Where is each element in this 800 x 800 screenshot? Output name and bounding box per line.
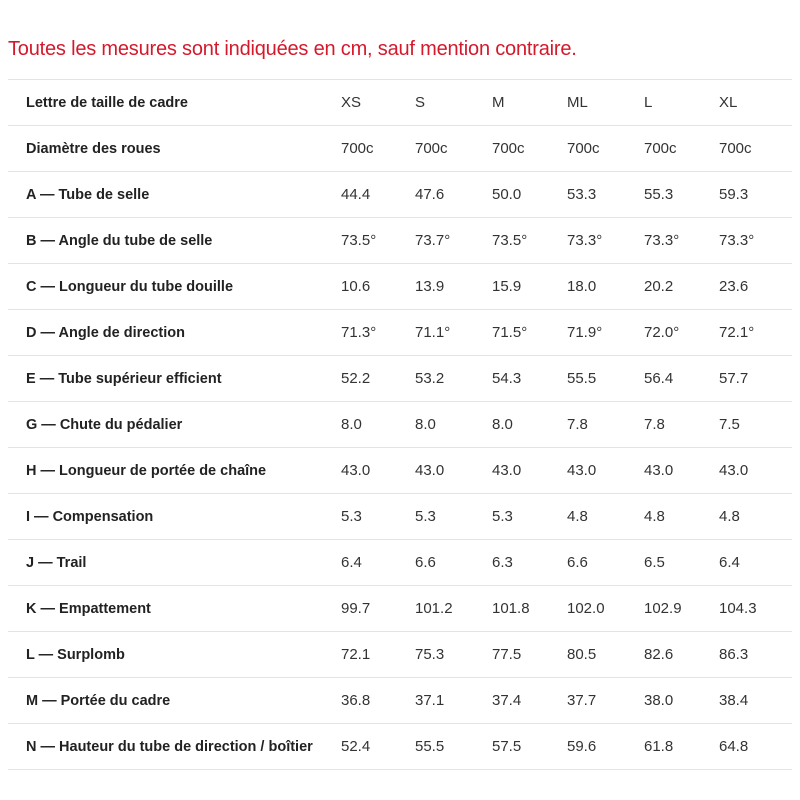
table-cell: 37.1 xyxy=(415,678,492,724)
table-row xyxy=(8,310,792,356)
row-label: C — Longueur du tube douille xyxy=(8,264,341,310)
table-cell: 37.7 xyxy=(567,678,644,724)
table-cell: 6.5 xyxy=(644,540,719,586)
table-cell: 56.4 xyxy=(644,356,719,402)
table-cell: 82.6 xyxy=(644,632,719,678)
table-row xyxy=(8,494,792,540)
table-cell: 53.3 xyxy=(567,172,644,218)
table-cell: 43.0 xyxy=(415,448,492,494)
table-cell: 53.2 xyxy=(415,356,492,402)
row-label: G — Chute du pédalier xyxy=(8,402,341,448)
row-label: Lettre de taille de cadre xyxy=(8,80,341,126)
table-cell: 8.0 xyxy=(415,402,492,448)
table-cell: 7.8 xyxy=(567,402,644,448)
table-row xyxy=(8,218,792,264)
table-cell: 61.8 xyxy=(644,724,719,770)
table-row xyxy=(8,356,792,402)
table-cell: 43.0 xyxy=(492,448,567,494)
table-row xyxy=(8,724,792,770)
table-cell: 73.3° xyxy=(567,218,644,264)
table-cell: 5.3 xyxy=(415,494,492,540)
table-cell: 73.3° xyxy=(644,218,719,264)
table-cell: 50.0 xyxy=(492,172,567,218)
table-cell: ML xyxy=(567,80,644,126)
table-cell: 6.3 xyxy=(492,540,567,586)
table-cell: 700c xyxy=(341,126,415,172)
table-cell: 71.3° xyxy=(341,310,415,356)
table-cell: 44.4 xyxy=(341,172,415,218)
table-cell: 73.5° xyxy=(492,218,567,264)
row-label: J — Trail xyxy=(8,540,341,586)
row-label: H — Longueur de portée de chaîne xyxy=(8,448,341,494)
table-cell: S xyxy=(415,80,492,126)
row-label: B — Angle du tube de selle xyxy=(8,218,341,264)
table-cell: 13.9 xyxy=(415,264,492,310)
row-label: D — Angle de direction xyxy=(8,310,341,356)
table-cell: 104.3 xyxy=(719,586,792,632)
table-cell: 8.0 xyxy=(492,402,567,448)
table-cell: 52.4 xyxy=(341,724,415,770)
table-cell: 72.1° xyxy=(719,310,792,356)
geometry-table xyxy=(8,79,792,770)
table-row xyxy=(8,586,792,632)
table-cell: 4.8 xyxy=(719,494,792,540)
table-cell: 86.3 xyxy=(719,632,792,678)
table-cell: 57.5 xyxy=(492,724,567,770)
table-cell: 5.3 xyxy=(341,494,415,540)
table-row xyxy=(8,540,792,586)
table-cell: 72.0° xyxy=(644,310,719,356)
table-row xyxy=(8,264,792,310)
table-row xyxy=(8,126,792,172)
table-row xyxy=(8,632,792,678)
table-cell: 38.4 xyxy=(719,678,792,724)
table-cell: 71.9° xyxy=(567,310,644,356)
row-label: K — Empattement xyxy=(8,586,341,632)
table-cell: 72.1 xyxy=(341,632,415,678)
table-cell: 7.8 xyxy=(644,402,719,448)
table-cell: 700c xyxy=(567,126,644,172)
table-cell: 71.1° xyxy=(415,310,492,356)
table-cell: 15.9 xyxy=(492,264,567,310)
units-notice: Toutes les mesures sont indiquées en cm, sauf mention contraire. xyxy=(8,38,577,60)
table-cell: 700c xyxy=(719,126,792,172)
table-cell: 54.3 xyxy=(492,356,567,402)
table-cell: 37.4 xyxy=(492,678,567,724)
table-row xyxy=(8,678,792,724)
table-cell: 6.6 xyxy=(567,540,644,586)
table-cell: 80.5 xyxy=(567,632,644,678)
table-cell: 6.4 xyxy=(719,540,792,586)
table-cell: 5.3 xyxy=(492,494,567,540)
table-row xyxy=(8,172,792,218)
geometry-table-body xyxy=(8,80,792,770)
table-row xyxy=(8,80,792,126)
row-label: E — Tube supérieur efficient xyxy=(8,356,341,402)
table-cell: 64.8 xyxy=(719,724,792,770)
table-cell: 75.3 xyxy=(415,632,492,678)
table-cell: 102.9 xyxy=(644,586,719,632)
table-cell: 18.0 xyxy=(567,264,644,310)
table-cell: 71.5° xyxy=(492,310,567,356)
row-label: M — Portée du cadre xyxy=(8,678,341,724)
table-cell: 43.0 xyxy=(644,448,719,494)
table-cell: L xyxy=(644,80,719,126)
table-cell: 700c xyxy=(492,126,567,172)
table-cell: 36.8 xyxy=(341,678,415,724)
table-cell: M xyxy=(492,80,567,126)
table-cell: XL xyxy=(719,80,792,126)
row-label: A — Tube de selle xyxy=(8,172,341,218)
table-cell: 101.8 xyxy=(492,586,567,632)
table-cell: 6.6 xyxy=(415,540,492,586)
table-cell: 59.6 xyxy=(567,724,644,770)
table-cell: 7.5 xyxy=(719,402,792,448)
table-cell: 38.0 xyxy=(644,678,719,724)
table-cell: 700c xyxy=(415,126,492,172)
table-cell: 10.6 xyxy=(341,264,415,310)
table-cell: 57.7 xyxy=(719,356,792,402)
table-cell: 52.2 xyxy=(341,356,415,402)
table-cell: 4.8 xyxy=(644,494,719,540)
row-label: L — Surplomb xyxy=(8,632,341,678)
row-label: Diamètre des roues xyxy=(8,126,341,172)
table-cell: 55.5 xyxy=(567,356,644,402)
table-cell: 43.0 xyxy=(341,448,415,494)
table-cell: 55.5 xyxy=(415,724,492,770)
row-label: I — Compensation xyxy=(8,494,341,540)
table-cell: 73.7° xyxy=(415,218,492,264)
table-cell: 47.6 xyxy=(415,172,492,218)
table-cell: 59.3 xyxy=(719,172,792,218)
table-cell: 700c xyxy=(644,126,719,172)
table-cell: 73.3° xyxy=(719,218,792,264)
table-cell: 102.0 xyxy=(567,586,644,632)
table-cell: 23.6 xyxy=(719,264,792,310)
table-cell: 77.5 xyxy=(492,632,567,678)
table-cell: 6.4 xyxy=(341,540,415,586)
table-cell: 99.7 xyxy=(341,586,415,632)
table-cell: 43.0 xyxy=(567,448,644,494)
table-cell: 73.5° xyxy=(341,218,415,264)
table-cell: XS xyxy=(341,80,415,126)
table-row xyxy=(8,402,792,448)
row-label: N — Hauteur du tube de direction / boîtier xyxy=(8,724,341,770)
table-cell: 55.3 xyxy=(644,172,719,218)
table-cell: 101.2 xyxy=(415,586,492,632)
table-row xyxy=(8,448,792,494)
table-cell: 4.8 xyxy=(567,494,644,540)
table-cell: 8.0 xyxy=(341,402,415,448)
table-cell: 20.2 xyxy=(644,264,719,310)
table-cell: 43.0 xyxy=(719,448,792,494)
